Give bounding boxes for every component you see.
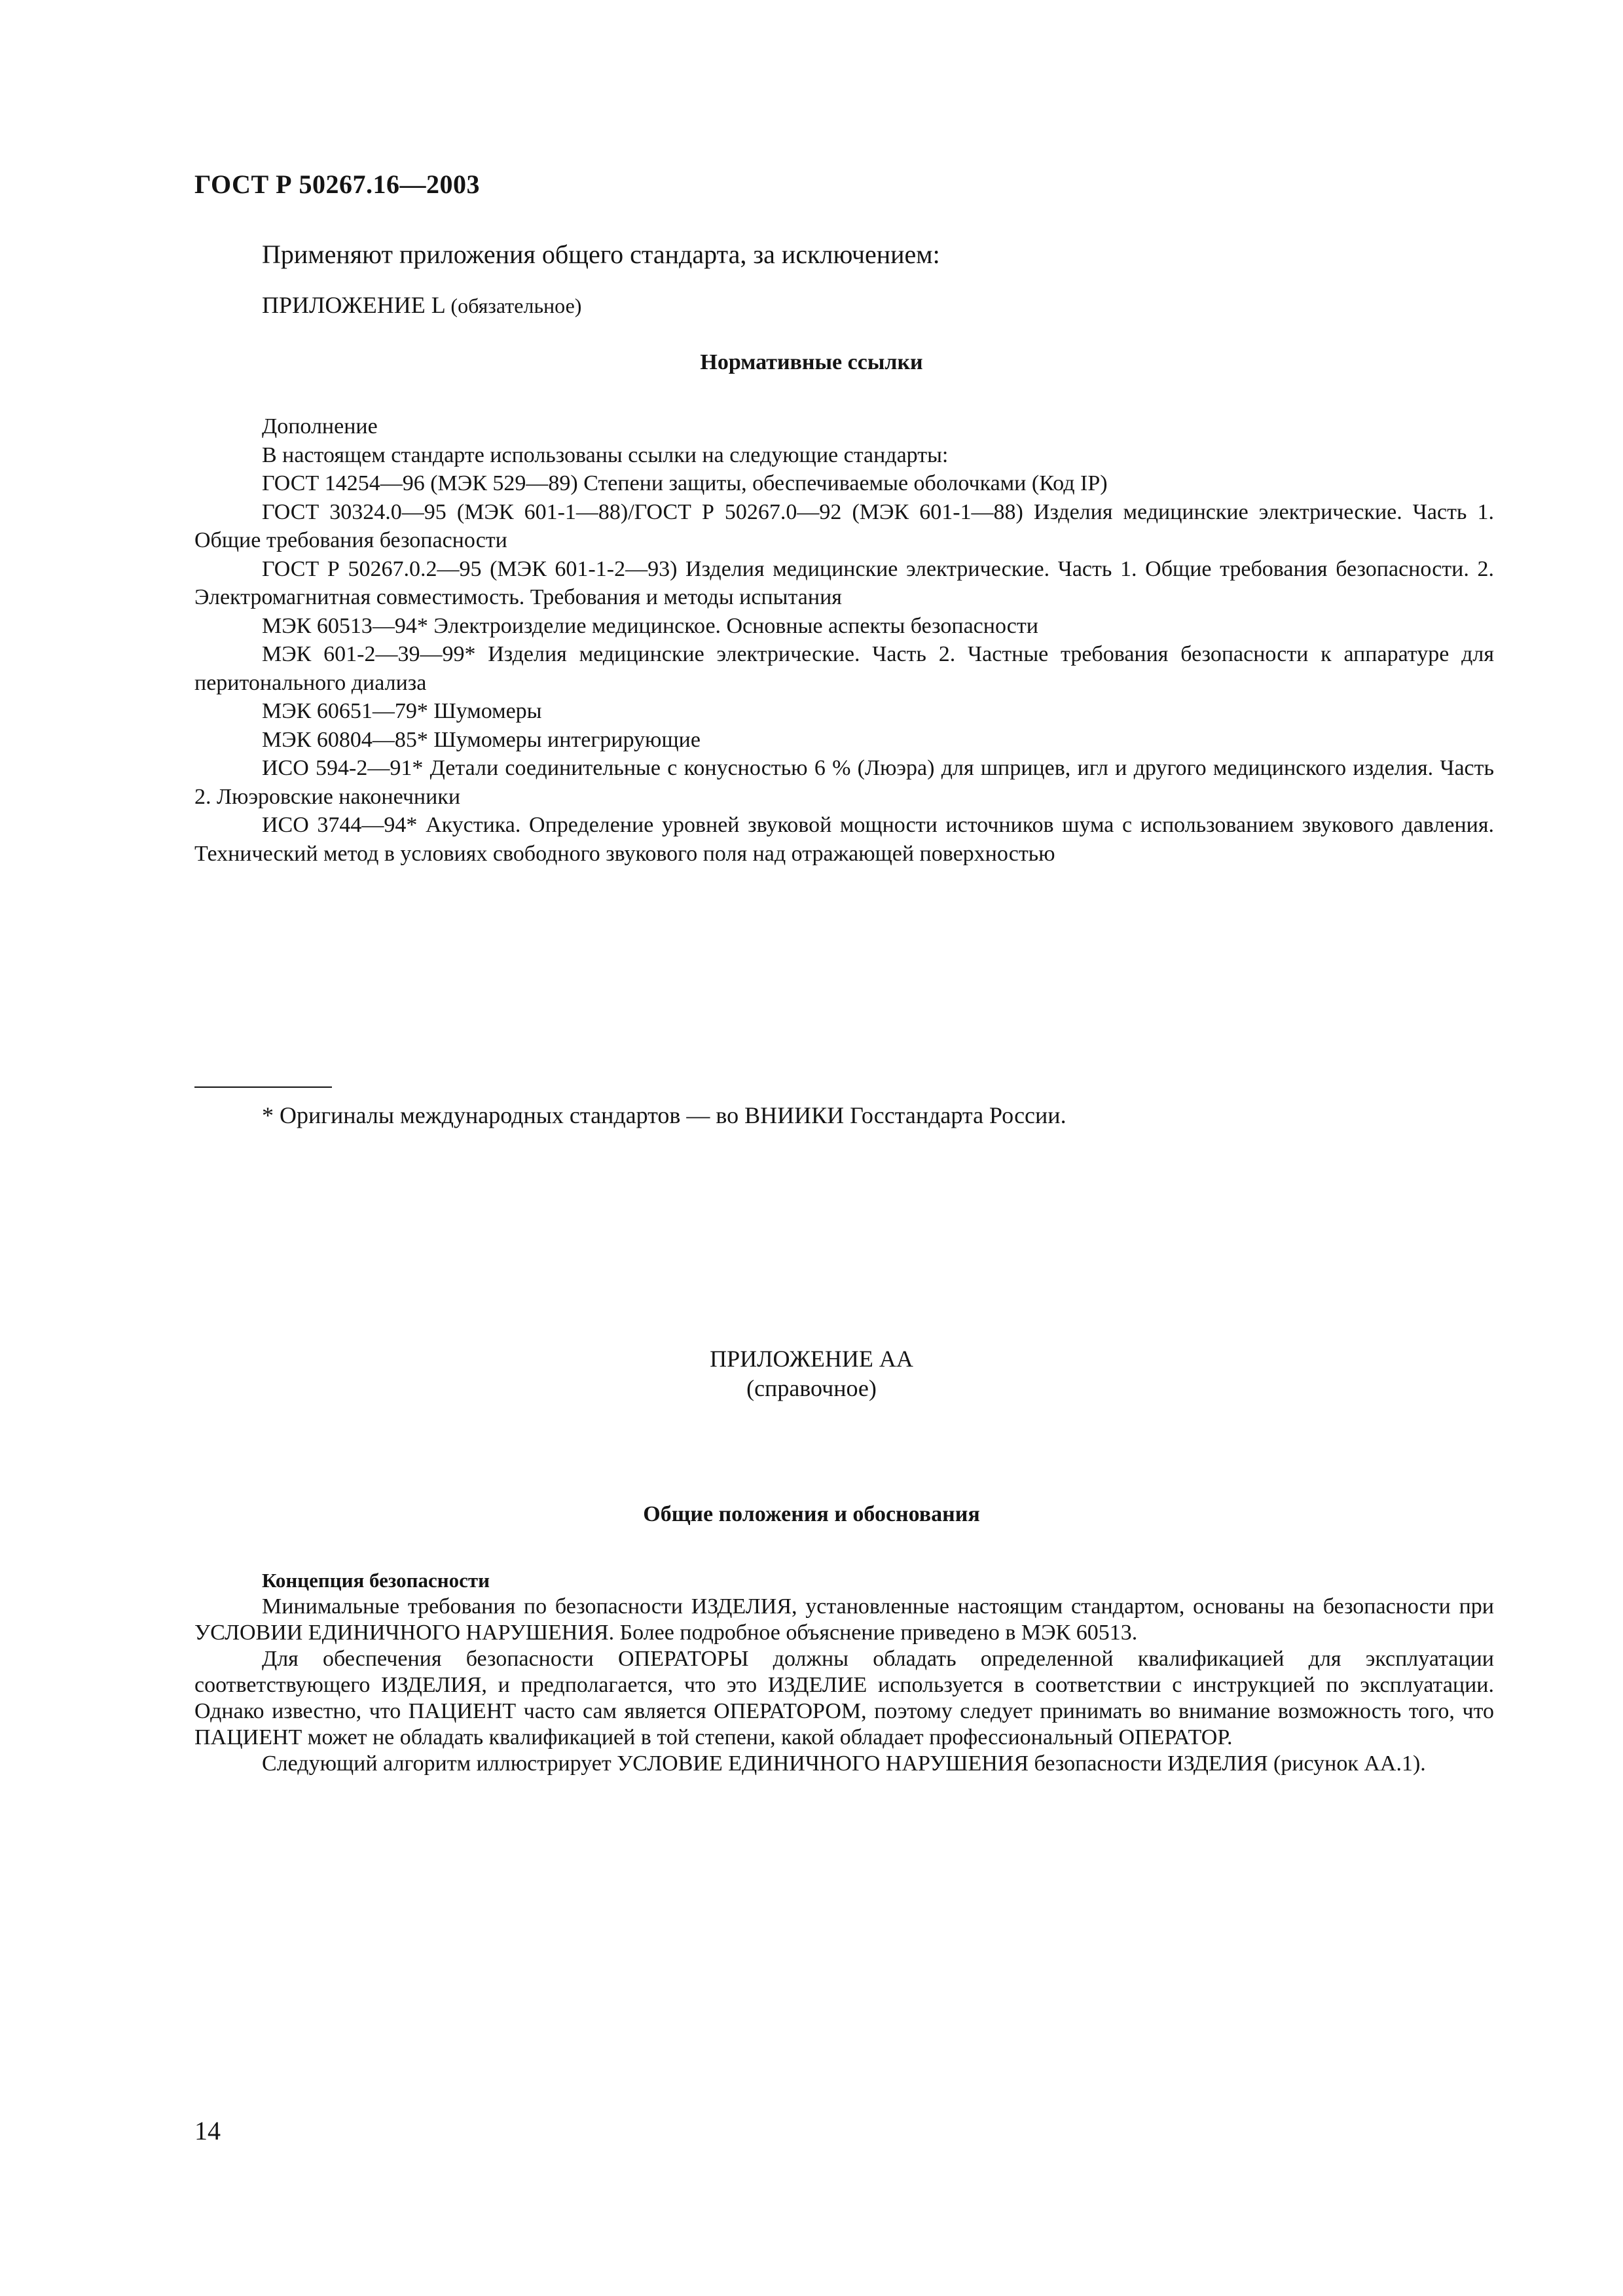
annex-aa-title: ПРИЛОЖЕНИЕ АА — [710, 1346, 913, 1372]
concept-paragraph: Для обеспечения безопасности ОПЕРАТОРЫ должны обладать определенной квалификацией для эксплуатации соответствующего ИЗДЕЛИЯ, и предполагается, что это ИЗДЕЛИЕ используется в соответствии с инструкцией по эксплуатации. Однако известно, что ПАЦИЕНТ часто сам является ОПЕРАТОРОМ, поэтому следует принимать во внимание возможность того, что ПАЦИЕНТ может не обладать квалификацией в той степени, какой обладает профессиональный ОПЕРАТОР. — [194, 1647, 1494, 1749]
annex-aa-section-title: Общие положения и обоснования — [643, 1502, 980, 1526]
refs-paragraph: ГОСТ Р 50267.0.2—95 (МЭК 601-1-2—93) Изделия медицинские электрические. Часть 1. Общие требования безопасности. 2. Электромагнитная совместимость. Требования и методы испытания — [194, 556, 1494, 609]
concept-paragraph: Минимальные требования по безопасности ИЗДЕЛИЯ, установленные настоящим стандартом, основаны на безопасности при УСЛОВИИ ЕДИНИЧНОГО НАРУШЕНИЯ. Более подробное объяснение приведено в МЭК 60513. — [194, 1594, 1494, 1645]
page-number: 14 — [194, 2116, 221, 2145]
refs-paragraph: МЭК 60804—85* Шумомеры интегрирующие — [262, 727, 701, 752]
annex-aa-status: (справочное) — [746, 1375, 877, 1401]
normative-refs-list — [194, 412, 1494, 868]
refs-paragraph: МЭК 60651—79* Шумомеры — [262, 699, 542, 723]
annex-l-heading — [262, 291, 581, 319]
refs-paragraph: ИСО 3744—94* Акустика. Определение уровней звуковой мощности источников шума с использованием звукового давления. Технический метод в условиях свободного звукового поля над отражающей поверхностью — [194, 813, 1494, 866]
safety-concept-section — [194, 1568, 1494, 1777]
refs-paragraph: В настоящем стандарте использованы ссылки на следующие стандарты: — [262, 442, 949, 467]
refs-paragraph: МЭК 601-2—39—99* Изделия медицинские электрические. Часть 2. Частные требования безопасности к аппаратуре для перитонального диализа — [194, 642, 1494, 695]
refs-paragraph: ИСО 594-2—91* Детали соединительные с конусностью 6 % (Люэра) для шприцев, игл и другого медицинского изделия. Часть 2. Люэровские наконечники — [194, 756, 1494, 809]
footnote: * Оригиналы международных стандартов — во ВНИИКИ Госстандарта России. — [262, 1102, 1067, 1128]
annex-l-title: ПРИЛОЖЕНИЕ L — [262, 292, 445, 318]
normative-refs-title: Нормативные ссылки — [700, 350, 923, 374]
safety-concept-subheading: Концепция безопасности — [262, 1569, 490, 1592]
document-header: ГОСТ Р 50267.16—2003 — [194, 170, 481, 199]
footnote-divider — [194, 1086, 332, 1088]
apply-annexes-line: Применяют приложения общего стандарта, за исключением: — [262, 240, 940, 269]
refs-paragraph: Дополнение — [262, 414, 378, 439]
refs-paragraph: ГОСТ 14254—96 (МЭК 529—89) Степени защиты, обеспечиваемые оболочками (Код IP) — [262, 471, 1108, 495]
annex-l-status: (обязательное) — [450, 294, 582, 317]
refs-paragraph: ГОСТ 30324.0—95 (МЭК 601-1—88)/ГОСТ Р 50267.0—92 (МЭК 601-1—88) Изделия медицинские электрические. Часть 1. Общие требования безопасности — [194, 499, 1494, 552]
concept-paragraph: Следующий алгоритм иллюстрирует УСЛОВИЕ ЕДИНИЧНОГО НАРУШЕНИЯ безопасности ИЗДЕЛИЯ (рисунок АА.1). — [262, 1751, 1426, 1776]
refs-paragraph: МЭК 60513—94* Электроизделие медицинское. Основные аспекты безопасности — [262, 613, 1038, 638]
